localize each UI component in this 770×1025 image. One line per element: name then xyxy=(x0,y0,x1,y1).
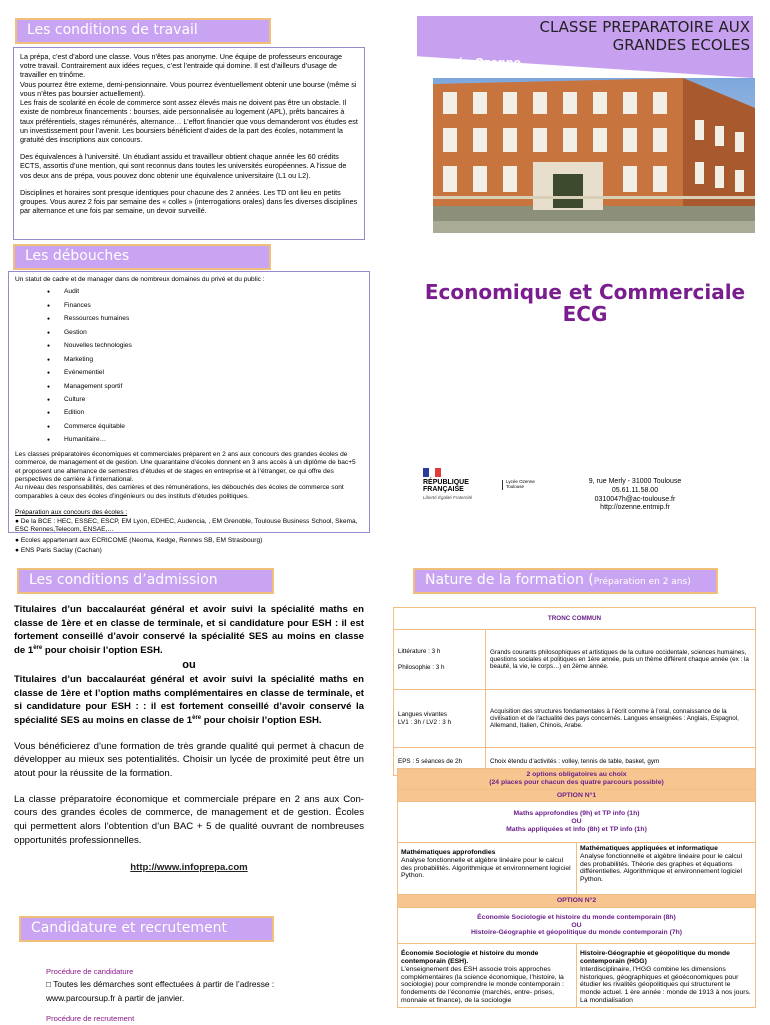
candidature-content xyxy=(46,966,366,1025)
travail-paragraph: La prépa, c’est d’abord une classe. Vous n’êtes pas anonyme. Une équipe de professeurs encourage votre travail. Contrairement aux idées reçues, c’est l’entraide qui domine. Il est d’ailleurs d’usage de travailler en trinôme. xyxy=(20,52,343,80)
french-flag-icon xyxy=(423,468,441,477)
option-2-choices: Économie Sociologie et histoire du monde contemporain (8h) OU Histoire-Géographie et géopolitique du monde contemporain (7h) xyxy=(398,907,756,943)
travail-paragraph: Disciplines et horaires sont presque identiques pour chacune des 2 années. Les TD ont lieu en petits groupes. Vous aurez 2 fois par semaine des « colles » (interrogations orales) dans les diverses disciplines par alternance et une fois par semaine, un devoir surveillé. xyxy=(20,187,358,216)
list-item: ● Management sportif xyxy=(47,383,363,391)
debouches-list xyxy=(47,288,363,444)
debouches-intro: Un statut de cadre et de manager dans de nombreux domaines du privé et du public : xyxy=(15,276,265,283)
travail-paragraph: Les frais de scolarité en école de commerce sont assez élevés mais ne doivent pas être un obstacle. Il existe de nombreux financements : bourses, aide personnalisée au logement (APL), prêts bancaires à taux préférentiels, stages rémunérés, alternance… L’effort financier que vous demanderont vos études est un investissement pour l’avenir. Les boursiers bénéficient d’aides de la part des écoles, notamment la gratuité des inscriptions aux concours. xyxy=(20,98,358,144)
concours-title: Préparation aux concours des écoles : xyxy=(15,509,128,517)
address-street: 9, rue Merly - 31000 Toulouse xyxy=(588,478,682,485)
options-title: 2 options obligatoires au choix (24 places pour chacun des quatre parcours possible) xyxy=(398,769,756,790)
school-photo xyxy=(433,78,755,233)
travail-paragraph: Des équivalences à l’université. Un étudiant assidu et travailleur obtient chaque année les 60 crédits ECTS, assortis d’une mention, qui sont reconnus dans toutes les universités européennes. A l’issue de vos deux ans de prépa, vous pouvez donc obtenir une équivalence universitaire (L1 ou L2). xyxy=(20,152,347,180)
admission-content xyxy=(14,603,364,875)
section-header-travail: Les conditions de travail xyxy=(15,18,271,44)
option-1-header: OPTION N°1 xyxy=(398,789,756,802)
list-item: ● Marketing xyxy=(47,356,363,364)
travail-box xyxy=(13,47,365,240)
table-cell: Histoire-Géographie et géopolitique du monde contemporain (HGG) Interdisciplinaire, l’HGG combine les dimensions historiques, géographiques et géoéconomiques pour étudier les rivalités géopolitiques qui structurent le monde actuel. 1 ère année : monde de 1913 à nos jours. La mondialisation xyxy=(577,944,756,1008)
list-item: ● Audit xyxy=(47,288,363,296)
options-table xyxy=(397,768,756,1008)
section-header-admission: Les conditions d’admission xyxy=(17,568,274,594)
admission-paragraph: La classe préparatoire économique et commerciale prépare en 2 ans aux Con- cours des grandes écoles de commerce, de management et de gestion. Écoles qui permettent alors l’obtention d’un BAC + 5 de qualité ouvrant de nombreuses opportunités professionnelles. xyxy=(14,793,364,846)
tronc-commun-table xyxy=(393,607,756,776)
procedure-candidature-text: □ Toutes les démarches sont effectuées à partir de l’adresse : xyxy=(46,979,275,990)
table-cell: Mathématiques approfondies Analyse fonctionnelle et algèbre linéaire pour le calcul des probabilités. Algorithmique et environnement logiciel Python. xyxy=(398,842,577,894)
formation-title: Economique et Commerciale ECG xyxy=(424,280,746,326)
concours-item: ● Ecoles appartenant aux ECRICOME (Neoma, Kedge, Rennes SB, EM Strasbourg) xyxy=(15,536,263,544)
debouches-box xyxy=(8,271,370,555)
address-phone: 05.61.11.58.00 xyxy=(611,486,659,494)
debouches-paragraph: Au niveau des responsabilités, des carrières et des rémunérations, les débouchés des écoles de commerce sont comparables à ceux des écoles d’ingénieurs ou des instituts d’études politiques. xyxy=(15,484,344,500)
table-cell: Économie Sociologie et histoire du monde contemporain (ESH). L’enseignement des ESH associe trois approches complémentaires (la science économique, l’histoire, la sociologie) pour comprendre le monde contemporain : fondements de l’économie (marchés, entre- prises, monnaie et finance), de la sociologie xyxy=(398,944,577,1008)
list-item: ● Finances xyxy=(47,302,363,310)
school-building-image xyxy=(433,78,755,233)
list-item: ● Ressources humaines xyxy=(47,315,363,323)
travail-paragraph: Vous pourrez être externe, demi-pensionnaire. Vous pourrez éventuellement obtenir une bourse (même si vous n’êtes pas boursier actuellement). xyxy=(20,79,357,98)
title-line-1: CLASSE PREPARATOIRE AUX xyxy=(539,18,750,36)
admission-or: ou xyxy=(182,658,196,671)
address-email[interactable]: 0310047h@ac-toulouse.fr xyxy=(594,495,676,503)
list-item: ● Humanitaire… xyxy=(47,436,363,444)
lycee-name: Lycée Ozenne xyxy=(436,56,522,69)
parcoursup-link[interactable]: www.parcoursup.fr à partir de janvier. xyxy=(46,992,185,1003)
table-cell: Langues vivantes LV1 : 3h / LV2 : 3 h xyxy=(394,690,486,748)
table-cell: Mathématiques appliquées et informatique Analyse fonctionnelle et algèbre linéaire pour le calcul des probabilités. Théorie des graphes et équations différentielles. Algorithmique et environnement logiciel Python. xyxy=(577,842,756,894)
section-header-debouches: Les débouches xyxy=(13,244,271,270)
list-item: ● Culture xyxy=(47,396,363,404)
option-2-header: OPTION N°2 xyxy=(398,894,756,907)
admission-condition: Titulaires d’un baccalauréat général et avoir suivi la spécialité maths en classe de 1ère et l’option maths complémentaires en classe de terminale, et si candidature pour ESH : : il est fortement conseillé d’avoir conservé la spécialité SES au moins en classe de 1ère pour choisir l’option ESH. xyxy=(14,674,364,727)
table-cell: Grands courants philosophiques et artistiques de la culture occidentale, sciences humaines, questions sociales et politiques en 1ère année, puis un thème différent chaque année (ex : la beauté, la vie, le corps…) en 2ème année. xyxy=(486,630,756,690)
list-item: ● Gestion xyxy=(47,329,363,337)
list-item: ● Commerce équitable xyxy=(47,423,363,431)
table-cell: Choix étendu d’activités : volley, tennis de table, basket, gym xyxy=(486,748,756,776)
section-header-candidature: Candidature et recrutement xyxy=(19,916,274,942)
admission-paragraph: Vous bénéficierez d’une formation de très grande qualité qui permet à chacun de développer au mieux ses potentialités. Choisir un lycée de proximité peut être un atout pour la réussite de la formation. xyxy=(14,740,364,780)
table-cell: Acquisition des structures fondamentales à l’écrit comme à l’oral, connaissance de la civilisation et de l’actualité des pays concernés. Langues enseignées : Anglais, Espagnol, Allemand, Italien, Chinois, Arabe. xyxy=(486,690,756,748)
tronc-commun-header: TRONC COMMUN xyxy=(394,608,756,630)
table-cell: EPS : 5 séances de 2h xyxy=(394,748,486,776)
procedure-candidature-title: Procédure de candidature xyxy=(46,967,134,976)
infoprepa-link[interactable]: http://www.infoprepa.com xyxy=(130,862,248,874)
debouches-paragraph: Les classes préparatoires économiques et commerciales préparent en 2 ans aux concours des grandes écoles de commerce, de management et de gestion. Une quarantaine d’écoles donnent en 3 ans accès à un diplôme de bac+5 et proposent une alternance de semestres d’études et de stages en entreprise et à l’étranger, ce qui offre des perspectives de carrière à l’international. xyxy=(15,450,356,483)
admission-condition: Titulaires d’un baccalauréat général et avoir suivi la spécialité maths en classe de 1ère et en classe de terminale, et si candidature pour ESH : il est fortement conseillé d’avoir conservé la spécialité SES au moins en classe de 1ère pour choisir l’option ESH. xyxy=(14,604,364,657)
list-item: ● Edition xyxy=(47,409,363,417)
contact-address xyxy=(560,478,710,513)
procedure-recrutement-title: Procédure de recrutement xyxy=(46,1014,135,1024)
list-item: ● Nouvelles technologies xyxy=(47,342,363,350)
concours-item: ● De la BCE : HEC, ESSEC, ESCP, EM Lyon, EDHEC, Audencia, , EM Grenoble, Toulouse Business School, Skema, ESC Rennes,Telecom, ENSAE,… xyxy=(15,517,358,534)
title-line-2: GRANDES ECOLES xyxy=(612,36,750,54)
address-website[interactable]: http://ozenne.entmip.fr xyxy=(600,504,670,512)
option-1-choices: Maths approfondies (9h) et TP info (1h) OU Maths appliquées et info (8h) et TP info (1h) xyxy=(398,802,756,842)
table-cell: Littérature : 3 h Philosophie : 3 h xyxy=(394,630,486,690)
list-item: ● Evénementiel xyxy=(47,369,363,377)
school-logo: Lycée Ozenne Toulouse xyxy=(502,480,535,490)
republique-francaise-logo: RÉPUBLIQUE FRANÇAISE Liberté Égalité Fraternité xyxy=(423,468,503,500)
section-header-nature: Nature de la formation (Préparation en 2 ans) xyxy=(413,568,718,594)
concours-item: ● ENS Paris Saclay (Cachan) xyxy=(15,547,102,555)
